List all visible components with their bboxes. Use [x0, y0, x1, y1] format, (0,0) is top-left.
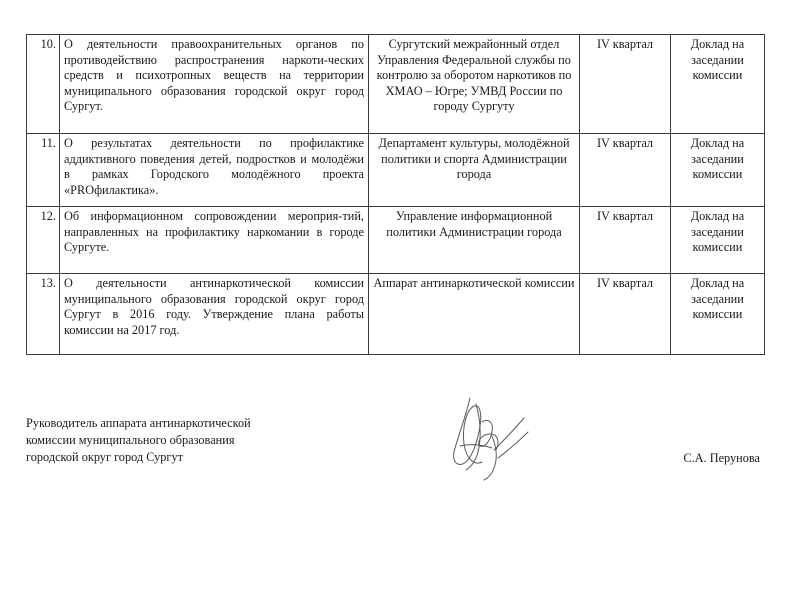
row-term: IV квартал [580, 35, 671, 134]
row-responsible: Департамент культуры, молодёжной политики и спорта Администрации города [369, 134, 580, 207]
table-row [27, 35, 765, 134]
row-responsible: Управление информационной политики Администрации города [369, 207, 580, 274]
row-topic: О деятельности правоохранительных органов по противодействию распространения наркоти-ческих средств и психотропных веществ на территории муниципального образования городской округ город Сургут. [60, 35, 369, 134]
row-number: 12. [27, 207, 60, 274]
handwritten-signature [436, 388, 536, 484]
plan-table [26, 34, 765, 355]
row-topic: Об информационном сопровождении мероприя-тий, направленных на профилактику наркомании в городе Сургуте. [60, 207, 369, 274]
row-number: 10. [27, 35, 60, 134]
table-row [27, 274, 765, 355]
row-term: IV квартал [580, 207, 671, 274]
table-row [27, 134, 765, 207]
row-number: 11. [27, 134, 60, 207]
row-term: IV квартал [580, 274, 671, 355]
signer-position [26, 415, 251, 466]
row-form: Доклад на заседании комиссии [671, 207, 765, 274]
row-topic: О результатах деятельности по профилактике аддиктивного поведения детей, подростков и молодёжи в рамках Городского молодёжного проекта «PROфилактика». [60, 134, 369, 207]
signer-position-line: комиссии муниципального образования [26, 433, 235, 447]
row-topic: О деятельности антинаркотической комиссии муниципального образования городской округ город Сургут в 2016 году. Утверждение плана работы комиссии на 2017 год. [60, 274, 369, 355]
row-responsible: Сургутский межрайонный отдел Управления Федеральной службы по контролю за оборотом наркотиков по ХМАО – Югре; УМВД России по городу Сургуту [369, 35, 580, 134]
row-responsible: Аппарат антинаркотической комиссии [369, 274, 580, 355]
signer-position-line: Руководитель аппарата антинаркотической [26, 416, 251, 430]
table-row [27, 207, 765, 274]
row-number: 13. [27, 274, 60, 355]
row-term: IV квартал [580, 134, 671, 207]
signer-name: С.А. Перунова [683, 451, 760, 465]
row-form: Доклад на заседании комиссии [671, 35, 765, 134]
row-form: Доклад на заседании комиссии [671, 134, 765, 207]
row-form: Доклад на заседании комиссии [671, 274, 765, 355]
signer-position-line: городской округ город Сургут [26, 450, 183, 464]
